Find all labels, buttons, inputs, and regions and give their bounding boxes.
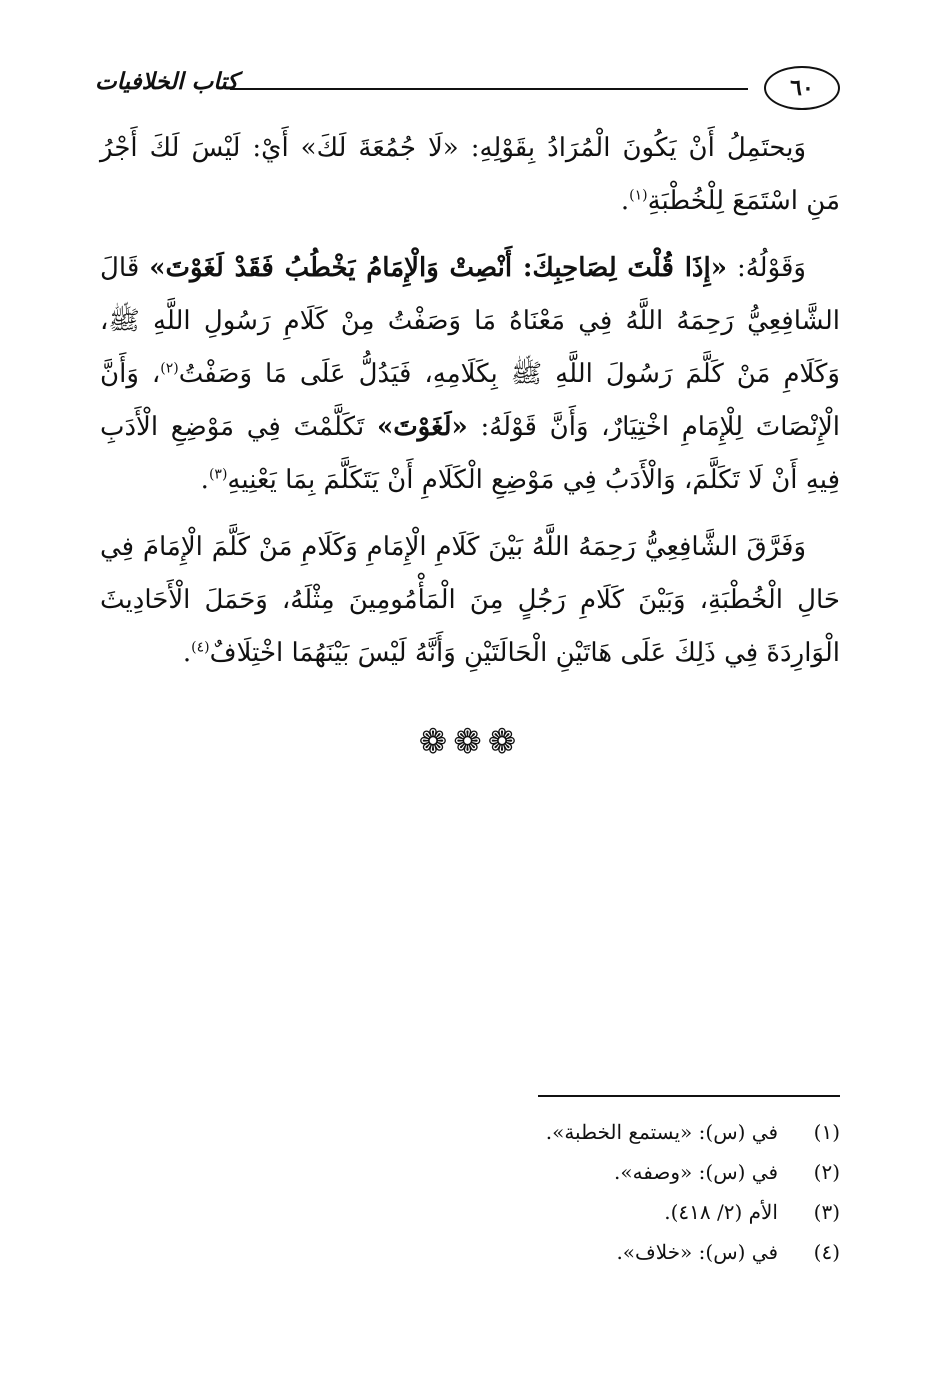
footnote-ref-3: (٣) — [208, 466, 228, 483]
footnote-text: في (س): «وصفه». — [613, 1160, 778, 1184]
paragraph-2-intro: وَقَوْلُهُ: — [726, 253, 806, 283]
paragraph-3-text: وَفَرَّقَ الشَّافِعِيُّ رَحِمَهُ اللَّهُ بَيْنَ كَلَامِ الْإِمَامِ وَكَلَامِ مَنْ كَلَّمَ الْإِمَامَ فِي حَالِ الْخُطْبَةِ، وَبَيْنَ كَلَامِ رَجُلٍ مِنَ الْمَأْمُومِينَ مِثْلَهُ، وَحَمَلَ الْأَحَادِيثَ الْوَارِدَةَ فِي ذَلِكَ عَلَى هَاتَيْنِ الْحَالَتَيْنِ وَأَنَّهُ لَيْسَ بَيْنَهُمَا اخْتِلَافٌ — [100, 532, 840, 668]
footnote-ref-4: (٤) — [191, 639, 210, 656]
footnote-4 — [300, 1232, 840, 1272]
footnote-text: في (س): «خلاف». — [616, 1240, 778, 1264]
paragraph-3: وَفَرَّقَ الشَّافِعِيُّ رَحِمَهُ اللَّهُ بَيْنَ كَلَامِ الْإِمَامِ وَكَلَامِ مَنْ كَلَّمَ الْإِمَامَ فِي حَالِ الْخُطْبَةِ، وَبَيْنَ كَلَامِ رَجُلٍ مِنَ الْمَأْمُومِينَ مِثْلَهُ، وَحَمَلَ الْأَحَادِيثَ الْوَارِدَةَ فِي ذَلِكَ عَلَى هَاتَيْنِ الْحَالَتَيْنِ وَأَنَّهُ لَيْسَ بَيْنَهُمَا اخْتِلَافٌ$^{(٤)}$. — [100, 532, 840, 668]
book-title: كتاب الخلافيات — [95, 68, 239, 95]
paragraph-2-text-2: ، وَأَنَّ الْإِنْصَاتَ لِلْإِمَامِ اخْتِيَارٌ، وَأَنَّ قَوْلَهُ: — [100, 359, 840, 442]
footnote-number: (٤) — [813, 1240, 840, 1264]
footnote-text: الأم (٢/ ٤١٨). — [664, 1200, 778, 1224]
paragraph-2: وَقَوْلُهُ: «إِذَا قُلْتَ لِصَاحِبِكَ: أَنْصِتْ وَالْإِمَامُ يَخْطُبُ فَقَدْ لَغَوْتَ» قَالَ الشَّافِعِيُّ رَحِمَهُ اللَّهُ فِي مَعْنَاهُ مَا وَصَفْتُ مِنْ كَلَامِ رَسُولِ اللَّهِ ﷺ، وَكَلَامِ مَنْ كَلَّمَ رَسُولَ اللَّهِ ﷺ بِكَلَامِهِ، فَيَدُلُّ عَلَى مَا وَصَفْتُ$^{(٢)}$، وَأَنَّ الْإِنْصَاتَ لِلْإِمَامِ اخْتِيَارٌ، وَأَنَّ قَوْلَهُ: «لَغَوْتَ» تَكَلَّمْتَ فِي مَوْضِعِ الْأَدَبِ فِيهِ أَنْ لَا تَكَلَّمَ، وَالْأَدَبُ فِي مَوْضِعِ الْكَلَامِ أَنْ يَتَكَلَّمَ بِمَا يَعْنِيهِ$^{(٣)}$. — [100, 253, 840, 495]
paragraph-1-text: وَيحتَمِلُ أَنْ يَكُونَ الْمُرَادُ بِقَوْلِهِ: «لَا جُمُعَةَ لَكَ» أَيْ: لَيْسَ لَكَ أَجْرُ مَنِ اسْتَمَعَ لِلْخُطْبَةِ — [100, 133, 840, 216]
footnote-text: في (س): «يستمع الخطبة». — [545, 1120, 778, 1144]
paragraph-2-text-3: تَكَلَّمْتَ فِي مَوْضِعِ الْأَدَبِ فِيهِ أَنْ لَا تَكَلَّمَ، وَالْأَدَبُ فِي مَوْضِعِ الْكَلَامِ أَنْ يَتَكَلَّمَ بِمَا يَعْنِيهِ — [100, 412, 840, 495]
footnote-ref-2: (٢) — [160, 360, 179, 377]
footnote-1 — [300, 1112, 840, 1152]
ornament-separator: ❁❁❁ — [418, 722, 523, 762]
footnote-3 — [300, 1192, 840, 1232]
paragraph-1: وَيحتَمِلُ أَنْ يَكُونَ الْمُرَادُ بِقَوْلِهِ: «لَا جُمُعَةَ لَكَ» أَيْ: لَيْسَ لَكَ أَجْرُ مَنِ اسْتَمَعَ لِلْخُطْبَةِ$^{(١)}$. — [100, 133, 840, 216]
page-header — [95, 60, 840, 116]
footnote-2 — [300, 1152, 840, 1192]
footnotes — [300, 1112, 840, 1272]
page-number: ٦٠ — [764, 66, 840, 110]
footnote-number: (١) — [813, 1120, 840, 1144]
quote-laghawta: «لَغَوْتَ» — [376, 412, 468, 442]
main-text — [100, 122, 840, 694]
hadith-quote: «إِذَا قُلْتَ لِصَاحِبِكَ: أَنْصِتْ وَالْإِمَامُ يَخْطُبُ فَقَدْ لَغَوْتَ» — [149, 253, 727, 283]
footnote-number: (٢) — [813, 1160, 840, 1184]
header-rule — [230, 88, 748, 90]
paragraph-2-text-1: قَالَ الشَّافِعِيُّ رَحِمَهُ اللَّهُ فِي مَعْنَاهُ مَا وَصَفْتُ مِنْ كَلَامِ رَسُولِ اللَّهِ ﷺ، وَكَلَامِ مَنْ كَلَّمَ رَسُولَ اللَّهِ ﷺ بِكَلَامِهِ، فَيَدُلُّ عَلَى مَا وَصَفْتُ — [100, 253, 840, 389]
footnote-ref-1: (١) — [629, 187, 648, 204]
footnote-rule — [538, 1095, 840, 1097]
footnote-number: (٣) — [813, 1200, 840, 1224]
